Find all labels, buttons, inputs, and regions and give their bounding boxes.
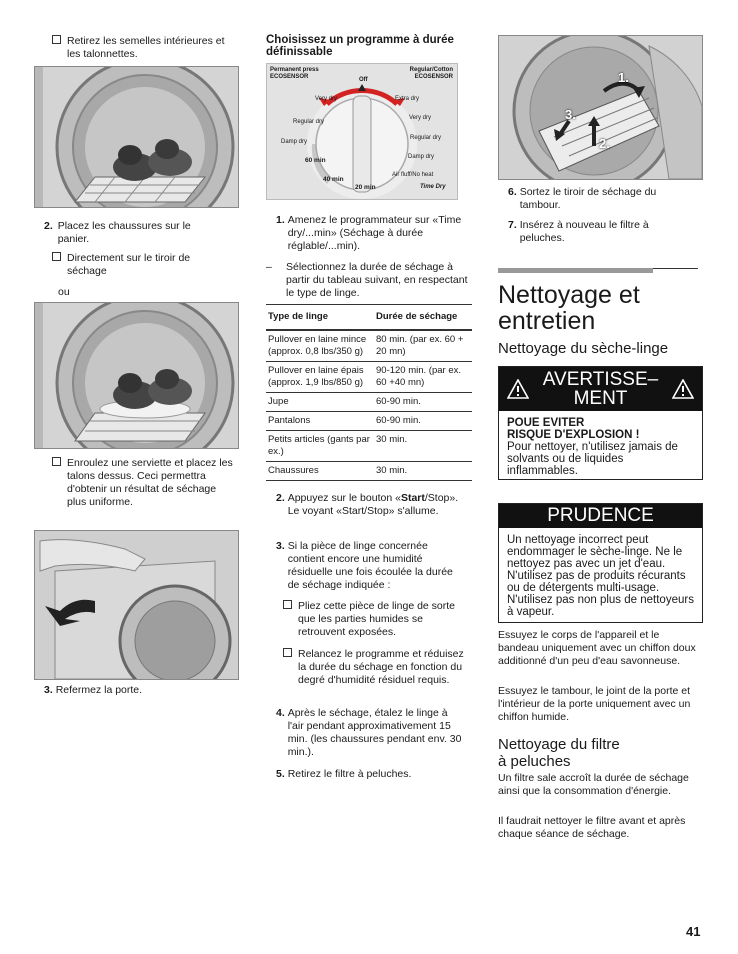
warning-triangle-icon (672, 379, 694, 399)
section-heading-time-program: Choisissez un programme à durée définissable (266, 34, 454, 58)
step-3-residual-humidity: 3. Si la pièce de linge concernée contient encore une humidité résiduelle une fois écoulée la durée de séchage indiquée : (276, 540, 453, 591)
or-label: ou (58, 286, 70, 298)
step-4-air-dry: 4. Après le séchage, étalez le linge à l'air pendant approximativement 15 min. (les chaussures pendant env. 30 min.). (276, 707, 462, 758)
table-row (266, 462, 472, 481)
page-number: 41 (686, 924, 701, 939)
checkbox-bullet-icon (52, 252, 61, 261)
table-row (266, 362, 472, 393)
table-row (266, 412, 472, 431)
table-cell: 30 min. (374, 431, 472, 462)
dial-label-regular-dry-right: Regular dry (410, 135, 442, 141)
dial-label-damp-dry-left: Damp dry (281, 139, 308, 145)
photo-remove-drying-rack (498, 35, 703, 180)
caution-box (498, 503, 703, 623)
dial-label-regular-dry-left: Regular dry (293, 119, 325, 125)
photo-shoes-in-drum (34, 66, 239, 208)
table-cell: 80 min. (par ex. 60 + 20 mn) (374, 330, 472, 362)
step-3-close-door: 3. Refermez la porte. (44, 684, 143, 696)
step-7-reinsert-filter: 7. Insérez à nouveau le filtre à peluches. (508, 219, 649, 244)
warning-header: AVERTISSE– MENT (499, 367, 702, 411)
program-dial-panel (266, 63, 458, 200)
step-1-set-dial: 1. Amenez le programmateur sur «Time dry/...min» (Séchage à durée réglable/...min). (276, 214, 462, 252)
table-cell: Chaussures (266, 462, 374, 481)
dial-label-permanent-press: Permanent press ECOSENSOR (270, 67, 319, 80)
checkbox-bullet-icon (52, 35, 61, 44)
step-2-press-start: 2. Appuyez sur le bouton «Start/Stop». Le voyant «Start/Stop» s'allume. (276, 492, 459, 517)
step-6-remove-rack: 6. Sortez le tiroir de séchage du tambour. (508, 186, 657, 211)
photo-label-3: 3. (565, 107, 576, 122)
table-cell: 60-90 min. (374, 412, 472, 431)
bullet-restart-program: Relancez le programme et réduisez la durée du séchage en fonction du degré d'humidité résiduel requis. (283, 648, 473, 687)
dial-label-very-dry-right: Very dry (409, 115, 432, 121)
table-cell: 60-90 min. (374, 393, 472, 412)
dial-label-60-min: 60 min (305, 157, 326, 164)
paragraph-wipe-drum: Essuyez le tambour, le joint de la porte et l'intérieur de la porte uniquement avec un chiffon humide. (498, 685, 691, 723)
photo-label-1: 1. (618, 70, 629, 85)
table-cell: 90-120 min. (par ex. 60 +40 mn) (374, 362, 472, 393)
dial-label-very-dry-left: Very dry (315, 96, 338, 102)
warning-body: POUE EVITER RISQUE D'EXPLOSION ! Pour nettoyer, n'utilisez jamais de solvants ou de liquides inflammables. (507, 417, 678, 477)
warning-triangle-icon (507, 379, 529, 399)
table-cell: Pullover en laine épais (approx. 1,9 lbs/850 g) (266, 362, 374, 393)
table-cell: Jupe (266, 393, 374, 412)
photo-close-door (34, 530, 239, 680)
drying-duration-table (266, 304, 472, 481)
checkbox-bullet-icon (52, 457, 61, 466)
table-cell: Pullover en laine mince (approx. 0,8 lbs/350 g) (266, 330, 374, 362)
subtitle-dryer-cleaning: Nettoyage du sèche-linge (498, 340, 669, 357)
dial-label-regular-cotton: Regular/Cotton ECOSENSOR (409, 67, 453, 80)
photo-label-2: 2. (599, 136, 610, 151)
dial-label-20-min: 20 min (355, 184, 376, 191)
paragraph-wipe-body: Essuyez le corps de l'appareil et le bandeau uniquement avec un chiffon doux additionné d'un peu d'eau savonneuse. (498, 629, 696, 667)
bullet-towel-heels: Enroulez une serviette et placez les talons dessus. Ceci permettra d'obtenir un résultat de séchage plus uniforme. (52, 457, 242, 509)
warning-box (498, 366, 703, 480)
dial-label-time-dry: Time Dry (420, 184, 446, 190)
section-title: Nettoyage et entretien (498, 281, 640, 335)
step-2-place-shoes: 2. Placez les chaussures sur le panier. (44, 220, 191, 245)
checkbox-bullet-icon (283, 600, 292, 609)
bullet-fold-item: Pliez cette pièce de linge de sorte que les parties humides se retrouvent exposées. (283, 600, 473, 639)
dial-label-extra-dry: Extra dry (395, 96, 420, 102)
dial-label-off: Off (359, 77, 368, 83)
table-header-row (266, 305, 472, 331)
section-divider-accent (498, 268, 653, 273)
photo-shoes-on-towel (34, 302, 239, 449)
table-cell: Petits articles (gants par ex.) (266, 431, 374, 462)
dial-label-40-min: 40 min (323, 176, 344, 183)
subtitle-filter-cleaning: Nettoyage du filtre à peluches (498, 736, 620, 770)
table-cell: Pantalons (266, 412, 374, 431)
dial-label-damp-dry-right: Damp dry (408, 154, 435, 160)
table-row (266, 431, 472, 462)
dash-select-duration: – Sélectionnez la durée de séchage à partir du tableau suivant, en respectant le type de linge. (266, 261, 468, 299)
bullet-directly-on-rack: Directement sur le tiroir de séchage (52, 252, 242, 278)
table-header-cell: Durée de séchage (374, 305, 472, 331)
caution-header: PRUDENCE (499, 504, 702, 528)
table-row (266, 393, 472, 412)
paragraph-clean-filter: Il faudrait nettoyer le filtre avant et après chaque séance de séchage. (498, 815, 686, 840)
paragraph-dirty-filter: Un filtre sale accroît la durée de séchage ainsi que la consommation d'énergie. (498, 772, 689, 797)
caution-body: Un nettoyage incorrect peut endommager le sèche-linge. Ne le nettoyez pas avec un jet d'eau. N'utilisez pas de produits récurants ou de détergents multi-usage. N'utilisez pas non plus de nettoyeurs à vapeur. (507, 534, 694, 618)
table-row (266, 330, 472, 362)
bullet-remove-insoles: Retirez les semelles intérieures et les talonnettes. (52, 35, 242, 61)
checkbox-bullet-icon (283, 648, 292, 657)
step-5-remove-filter: 5. Retirez le filtre à peluches. (276, 768, 412, 780)
table-cell: 30 min. (374, 462, 472, 481)
dial-label-air-fluff: Air fluff/No heat (392, 172, 434, 178)
table-header-cell: Type de linge (266, 305, 374, 331)
